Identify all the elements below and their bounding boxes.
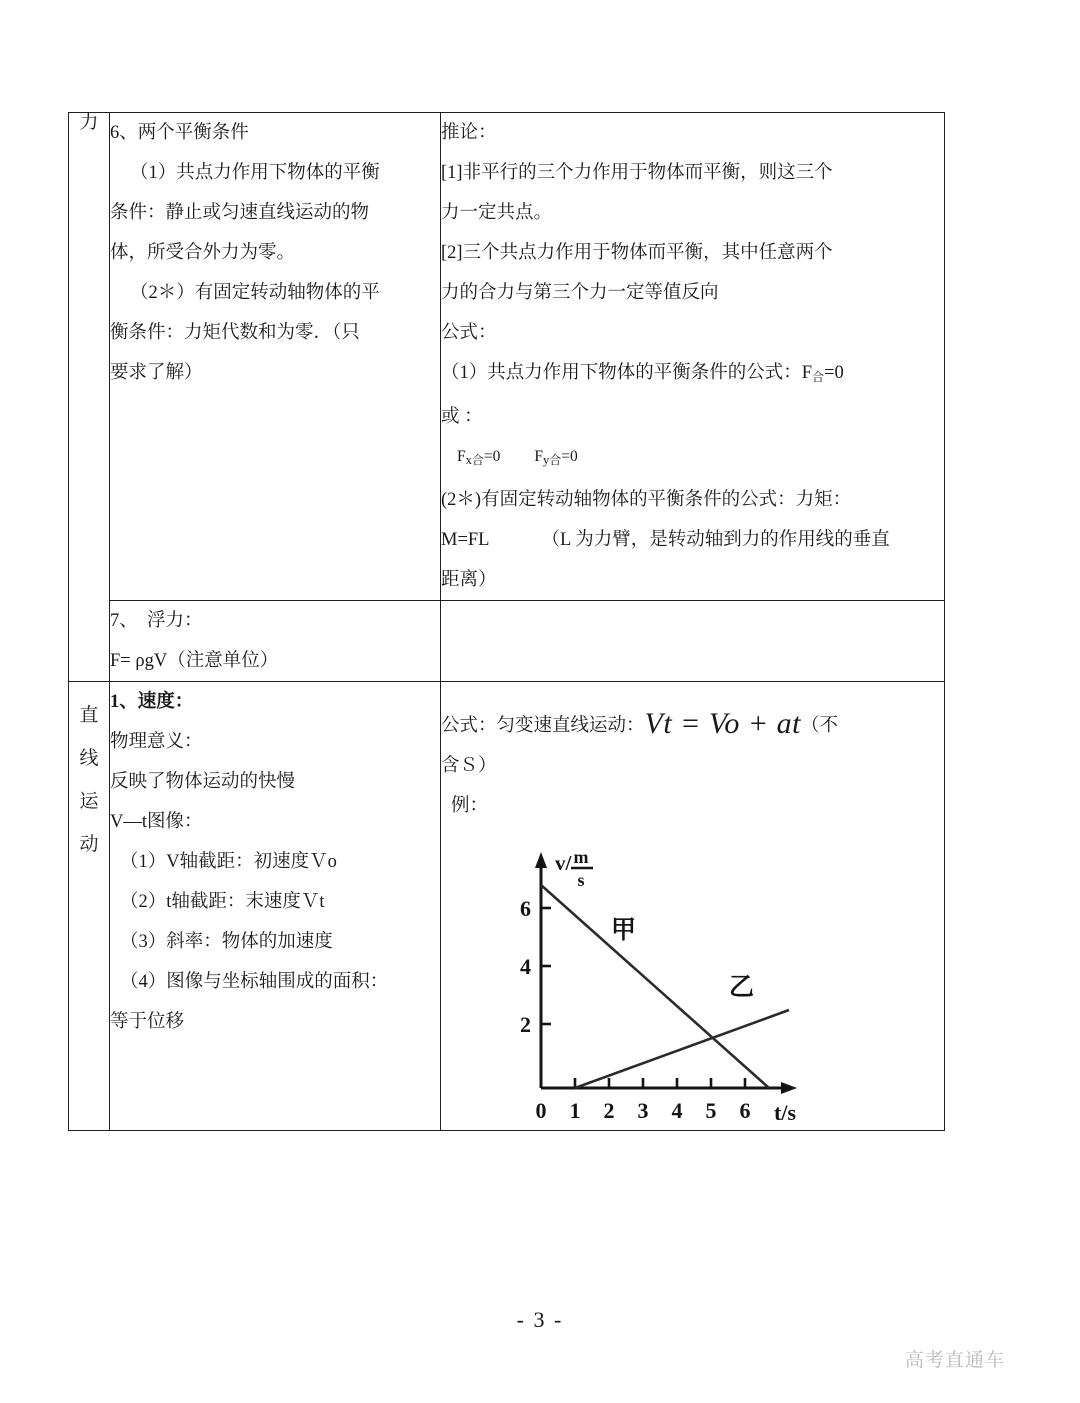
text-line: 推论： xyxy=(441,123,497,143)
fx-equals: =0 xyxy=(483,448,501,465)
force-balance-left-cell xyxy=(110,113,441,601)
watermark: 高考直通车 xyxy=(905,1350,1006,1371)
example-label: 例： xyxy=(451,796,489,817)
text-line: （3）斜率：物体的加速度 xyxy=(120,932,333,953)
x-axis-label: t/s xyxy=(774,1100,796,1126)
moment-formula: M=FL xyxy=(441,530,490,551)
x-tick-label: 5 xyxy=(705,1098,717,1124)
text-line: 等于位移 xyxy=(110,1012,185,1033)
y-tick-label: 6 xyxy=(520,896,531,922)
row-label-char: 线 xyxy=(79,748,99,770)
row-label-char: 动 xyxy=(79,834,99,856)
x-tick-label: 4 xyxy=(671,1098,683,1124)
fy-equals: =0 xyxy=(561,448,578,465)
formula-prefix: 公式：匀变速直线运动： xyxy=(441,716,645,737)
text-line: 反映了物体运动的快慢 xyxy=(110,772,296,793)
formula-suffix: （不 xyxy=(801,716,839,737)
text-line: 距离） xyxy=(441,570,497,591)
physics-notes-table xyxy=(68,112,945,1131)
text-line: 衡条件：力矩代数和为零．（只 xyxy=(110,323,360,343)
row-label-char: 直 xyxy=(79,705,99,727)
formula-equilibrium-line xyxy=(441,353,944,397)
velocity-time-graph xyxy=(499,840,829,1130)
y-axis-unit-numerator: m xyxy=(573,847,589,868)
fy-subscript-he: 合 xyxy=(549,453,562,467)
buoyancy-left-cell xyxy=(110,601,441,682)
y-tick-label: 2 xyxy=(520,1012,531,1038)
series-label-yi: 乙 xyxy=(729,974,755,1002)
text-line: （2）t轴截距：末速度Ｖt xyxy=(120,892,325,913)
text-line: 要求了解） xyxy=(110,363,203,383)
vt-graph-svg xyxy=(499,840,829,1130)
fy-subscript-y: y xyxy=(543,453,550,468)
text-line: （1）共点力作用下物体的平衡 xyxy=(130,163,380,183)
text-line: [1]非平行的三个力作用于物体而平衡，则这三个 xyxy=(441,163,833,183)
fx-subscript-x: x xyxy=(465,453,472,468)
formula-prefix: （1）共点力作用下物体的平衡条件的公式：F xyxy=(441,363,813,383)
velocity-right-cell xyxy=(441,682,945,1131)
kinematics-equation: Vt = Vo + at xyxy=(644,707,801,741)
fy-base: F xyxy=(534,448,544,465)
formula-subscript-he: 合 xyxy=(812,370,825,384)
row-label-char: 运 xyxy=(79,791,99,813)
text-line: 7、 浮力： xyxy=(110,611,203,632)
row-label-char: 力 xyxy=(79,112,99,133)
x-axis-arrow xyxy=(781,1082,797,1094)
table-row-force xyxy=(69,113,945,601)
text-line: 含Ｓ） xyxy=(441,756,497,777)
moment-note: （L 为力臂，是转动轴到力的作用线的垂直 xyxy=(541,530,890,551)
formula-suffix: =0 xyxy=(824,363,844,383)
x-tick-label: 2 xyxy=(603,1098,615,1124)
y-axis-arrow xyxy=(535,852,547,868)
text-line: [2]三个共点力作用于物体而平衡，其中任意两个 xyxy=(441,243,833,263)
text-line: （1）V轴截距：初速度Ｖo xyxy=(120,852,337,873)
text-line: 物理意义： xyxy=(110,732,203,753)
text-line: F= ρgV（注意单位） xyxy=(110,651,279,672)
text-line: 力一定共点。 xyxy=(441,203,553,223)
text-line: 条件：静止或匀速直线运动的物 xyxy=(110,203,370,223)
text-line: 力的合力与第三个力一定等值反向 xyxy=(441,283,719,303)
table-row-linear-motion xyxy=(69,682,945,1131)
x-tick-label: 6 xyxy=(739,1098,751,1124)
table-row-buoyancy xyxy=(69,601,945,682)
page-number: - 3 - xyxy=(516,1307,564,1332)
x-tick-label: 0 xyxy=(535,1098,547,1124)
text-line: （4）图像与坐标轴围成的面积： xyxy=(120,972,389,993)
kinematics-formula-line xyxy=(441,704,944,746)
series-label-jia: 甲 xyxy=(611,917,637,945)
moment-formula-line xyxy=(441,520,944,560)
text-line: 体，所受合外力为零。 xyxy=(110,243,296,263)
y-axis-unit-denominator: s xyxy=(577,870,585,891)
y-tick-label: 4 xyxy=(520,954,531,980)
fx-subscript-he: 合 xyxy=(471,453,484,467)
velocity-left-cell xyxy=(110,682,441,1131)
or-label: 或 ： xyxy=(441,407,483,427)
x-tick-label: 1 xyxy=(569,1098,581,1124)
row-label-linear-motion xyxy=(69,682,110,1131)
row-label-force xyxy=(69,113,110,682)
text-line: (2＊)有固定转动轴物体的平衡条件的公式：力矩： xyxy=(441,490,852,511)
formula-components-line xyxy=(441,437,944,480)
fx-base: F xyxy=(457,448,466,465)
text-line: 1、速度： xyxy=(110,692,194,713)
text-line: （2＊）有固定转动轴物体的平 xyxy=(130,283,380,303)
y-axis-label: v/ xyxy=(555,851,572,876)
x-tick-label: 3 xyxy=(637,1098,649,1124)
text-line: 公式： xyxy=(441,323,497,343)
text-line: V—t图像： xyxy=(110,812,203,833)
force-balance-right-cell xyxy=(441,113,945,601)
buoyancy-right-cell xyxy=(441,601,945,682)
text-line: 6、两个平衡条件 xyxy=(110,123,249,143)
